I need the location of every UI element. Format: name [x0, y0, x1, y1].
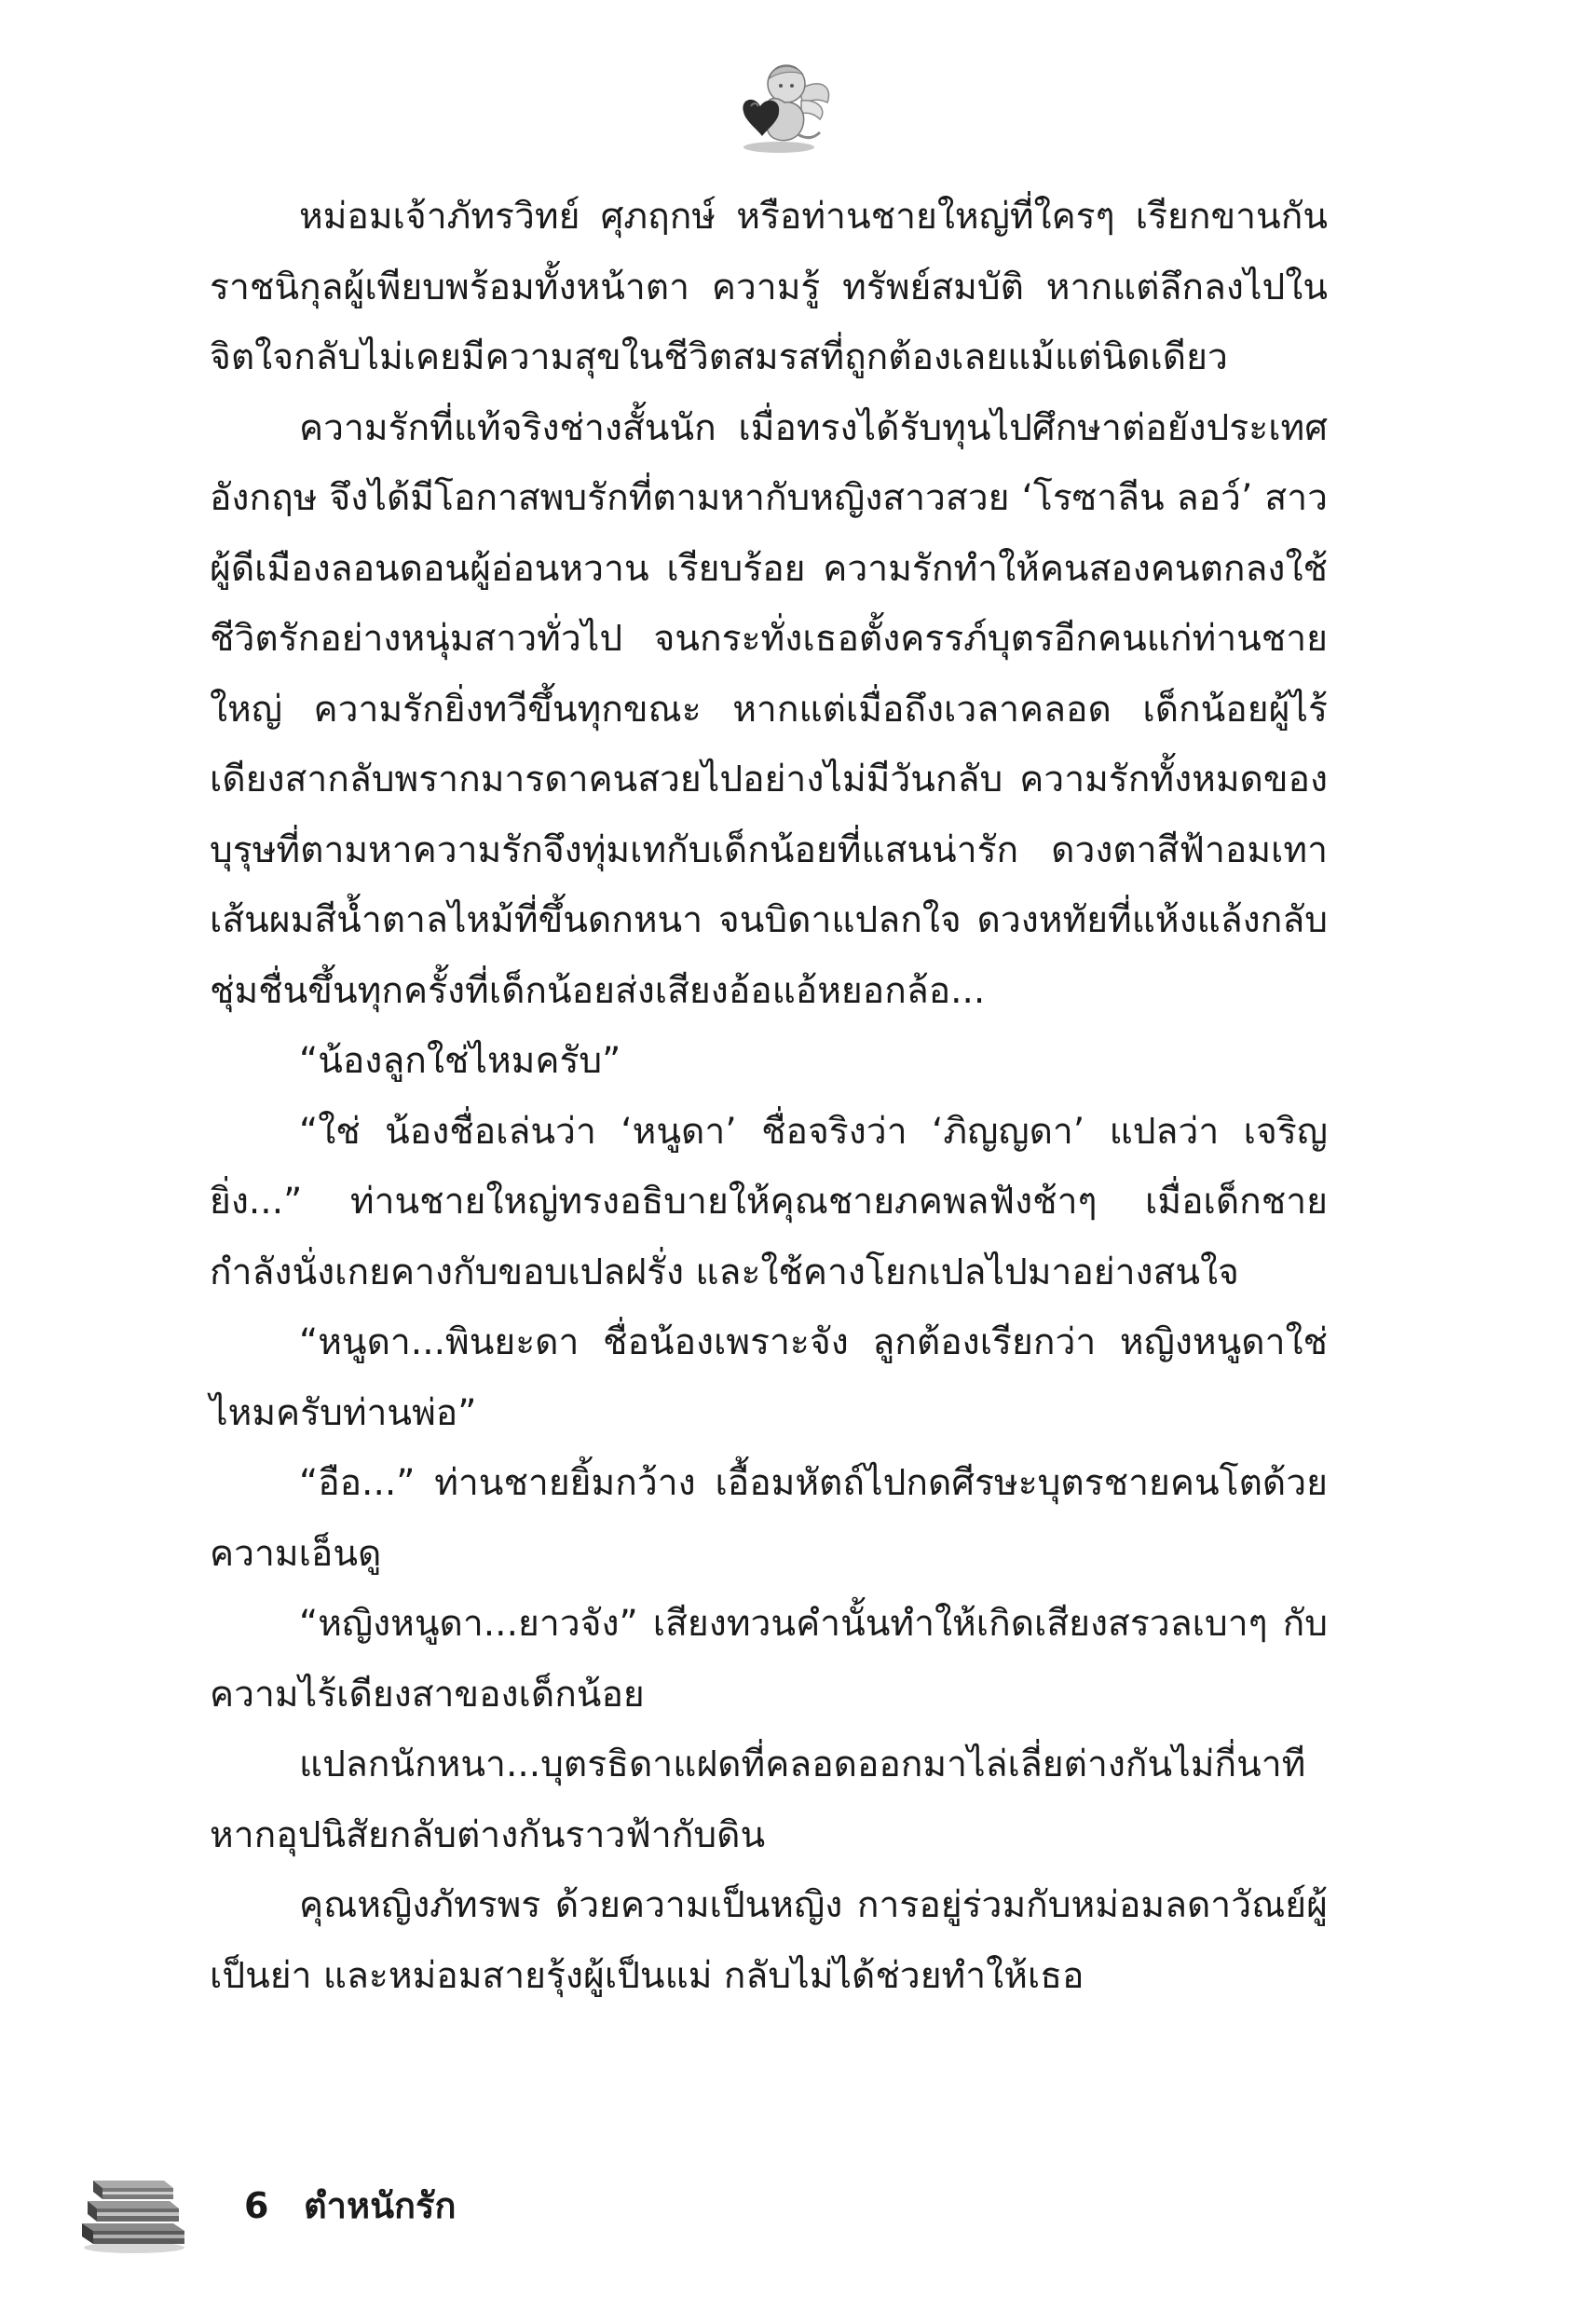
paragraph: แปลกนักหนา...บุตรธิดาแฝดที่คลอดออกมาไล่เลี่ยต่างกันไม่กี่นาที หากอุปนิสัยกลับต่างกันราวฟ้ากับดิน	[210, 1744, 1306, 1856]
book-title: ตำหนักรัก	[304, 2185, 457, 2226]
body-text	[210, 182, 1328, 2011]
cupid-with-heart-icon	[717, 58, 839, 158]
page-number: 6	[244, 2185, 269, 2226]
paragraph: “หญิงหนูดา...ยาวจัง” เสียงทวนคำนั้นทำให้เกิดเสียงสรวลเบาๆ กับความไร้เดียงสาของเด็กน้อย	[210, 1603, 1328, 1716]
paragraph: “น้องลูกใช่ไหมครับ”	[299, 1040, 621, 1082]
paragraph: หม่อมเจ้าภัทรวิทย์ ศุภฤกษ์ หรือท่านชายใหญ่ที่ใครๆ เรียกขานกัน ราชนิกุลผู้เพียบพร้อมทั้งหน้าตา ความรู้ ทรัพย์สมบัติ หากแต่ลึกลงไปในจิตใจกลับไม่เคยมีความสุขในชีวิตสมรสที่ถูกต้องเลยแม้แต่นิดเดียว	[210, 196, 1328, 378]
paragraph: คุณหญิงภัทรพร ด้วยความเป็นหญิง การอยู่ร่วมกับหม่อมลดาวัณย์ผู้เป็นย่า และหม่อมสายรุ้งผู้เป็นแม่ กลับไม่ได้ช่วยทำให้เธอ	[210, 1884, 1328, 1997]
paragraph: ความรักที่แท้จริงช่างสั้นนัก เมื่อทรงได้รับทุนไปศึกษาต่อยังประเทศอังกฤษ จึงได้มีโอกาสพบรักที่ตามหากับหญิงสาวสวย ‘โรซาลีน ลอว์’ สาวผู้ดีเมืองลอนดอนผู้อ่อนหวาน เรียบร้อย ความรักทำให้คนสองคนตกลงใช้ชีวิตรักอย่างหนุ่มสาวทั่วไป จนกระทั่งเธอตั้งครรภ์บุตรอีกคนแก่ท่านชายใหญ่ ความรักยิ่งทวีขึ้นทุกขณะ หากแต่เมื่อถึงเวลาคลอด เด็กน้อยผู้ไร้เดียงสากลับพรากมารดาคนสวยไปอย่างไม่มีวันกลับ ความรักทั้งหมดของบุรุษที่ตามหาความรักจึงทุ่มเทกับเด็กน้อยที่แสนน่ารัก ดวงตาสีฟ้าอมเทา เส้นผมสีน้ำตาลไหม้ที่ขึ้นดกหนา จนบิดาแปลกใจ ดวงหทัยที่แห้งแล้งกลับชุ่มชื่นขึ้นทุกครั้งที่เด็กน้อยส่งเสียงอ้อแอ้หยอกล้อ...	[210, 406, 1328, 1012]
paragraph: “อือ...” ท่านชายยิ้มกว้าง เอื้อมหัตถ์ไปกดศีรษะบุตรชายคนโตด้วยความเอ็นดู	[210, 1462, 1328, 1575]
stacked-books-icon	[73, 2169, 192, 2255]
paragraph: “หนูดา...พินยะดา ชื่อน้องเพราะจัง ลูกต้องเรียกว่า หญิงหนูดาใช่ไหมครับท่านพ่อ”	[210, 1321, 1328, 1434]
paragraph: “ใช่ น้องชื่อเล่นว่า ‘หนูดา’ ชื่อจริงว่า ‘ภิญญดา’ แปลว่า เจริญยิ่ง...” ท่านชายใหญ่ทรงอธิบายให้คุณชายภคพลฟังช้าๆ เมื่อเด็กชายกำลังนั่งเกยคางกับขอบเปลฝรั่ง และใช้คางโยกเปลไปมาอย่างสนใจ	[210, 1110, 1328, 1293]
